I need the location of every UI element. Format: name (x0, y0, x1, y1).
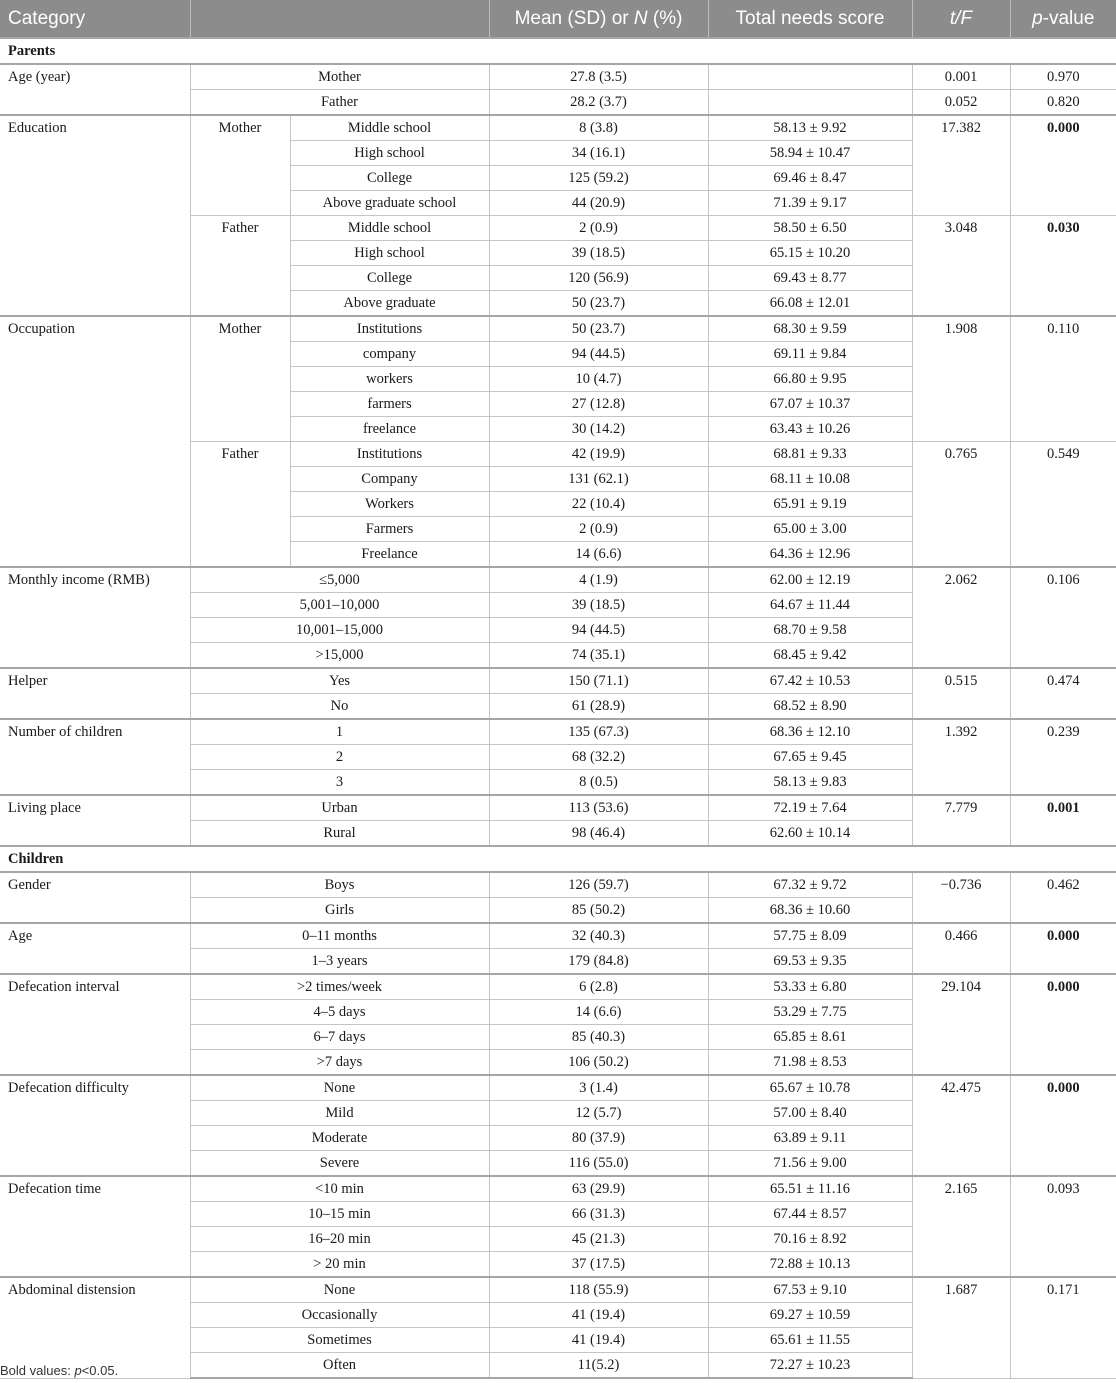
table-row (0, 719, 1116, 745)
p-value-cell: 0.000 (1010, 1075, 1116, 1176)
mean-cell: 41 (19.4) (489, 1303, 708, 1328)
row-label: Girls (190, 898, 489, 924)
subgroup-cell: Mother (190, 316, 290, 442)
category-cell: Education (0, 115, 190, 316)
mean-cell: 34 (16.1) (489, 141, 708, 166)
p-value-cell: 0.239 (1010, 719, 1116, 795)
mean-cell: 135 (67.3) (489, 719, 708, 745)
total-score-cell: 71.56 ± 9.00 (708, 1151, 912, 1177)
category-cell: Age (year) (0, 64, 190, 115)
row-label: Mother (190, 64, 489, 90)
row-label: 10,001–15,000 (190, 618, 489, 643)
total-score-cell: 68.36 ± 12.10 (708, 719, 912, 745)
table-row (0, 923, 1116, 949)
row-label: Yes (190, 668, 489, 694)
category-cell: Defecation time (0, 1176, 190, 1277)
total-score-cell: 63.89 ± 9.11 (708, 1126, 912, 1151)
mean-cell: 85 (40.3) (489, 1025, 708, 1050)
row-label: 16–20 min (190, 1227, 489, 1252)
p-value-cell: 0.462 (1010, 872, 1116, 923)
header-mean: Mean (SD) or N (%) (489, 0, 708, 38)
total-score-cell: 68.11 ± 10.08 (708, 467, 912, 492)
table-row (0, 1176, 1116, 1202)
row-label: Company (290, 467, 489, 492)
tf-cell: 0.765 (912, 442, 1010, 568)
mean-cell: 63 (29.9) (489, 1176, 708, 1202)
total-score-cell: 57.00 ± 8.40 (708, 1101, 912, 1126)
row-label: Freelance (290, 542, 489, 568)
total-score-cell: 69.27 ± 10.59 (708, 1303, 912, 1328)
total-score-cell: 64.36 ± 12.96 (708, 542, 912, 568)
total-score-cell: 71.39 ± 9.17 (708, 191, 912, 216)
tf-cell: 2.165 (912, 1176, 1010, 1277)
row-label: Sometimes (190, 1328, 489, 1353)
total-score-cell: 69.11 ± 9.84 (708, 342, 912, 367)
total-score-cell: 58.13 ± 9.92 (708, 115, 912, 141)
p-value-cell: 0.171 (1010, 1277, 1116, 1378)
mean-cell: 42 (19.9) (489, 442, 708, 467)
total-score-cell: 66.80 ± 9.95 (708, 367, 912, 392)
total-score-cell: 58.94 ± 10.47 (708, 141, 912, 166)
total-score-cell: 53.29 ± 7.75 (708, 1000, 912, 1025)
footnote: Bold values: p<0.05. (0, 1363, 119, 1378)
total-score-cell: 72.19 ± 7.64 (708, 795, 912, 821)
mean-cell: 125 (59.2) (489, 166, 708, 191)
total-score-cell (708, 90, 912, 116)
total-score-cell: 62.60 ± 10.14 (708, 821, 912, 847)
section-row (0, 38, 1116, 64)
row-label: 1 (190, 719, 489, 745)
section-title: Children (0, 846, 1116, 872)
total-score-cell: 65.61 ± 11.55 (708, 1328, 912, 1353)
mean-cell: 61 (28.9) (489, 694, 708, 720)
category-cell: Occupation (0, 316, 190, 567)
row-label: Rural (190, 821, 489, 847)
tf-cell: 42.475 (912, 1075, 1010, 1176)
tf-cell: 7.779 (912, 795, 1010, 846)
mean-cell: 12 (5.7) (489, 1101, 708, 1126)
tf-cell: 3.048 (912, 216, 1010, 317)
total-score-cell: 67.65 ± 9.45 (708, 745, 912, 770)
total-score-cell: 65.00 ± 3.00 (708, 517, 912, 542)
subgroup-cell: Mother (190, 115, 290, 216)
row-label: > 20 min (190, 1252, 489, 1278)
total-score-cell: 53.33 ± 6.80 (708, 974, 912, 1000)
row-label: Farmers (290, 517, 489, 542)
row-label: 5,001–10,000 (190, 593, 489, 618)
mean-cell: 39 (18.5) (489, 593, 708, 618)
row-label: ≤5,000 (190, 567, 489, 593)
mean-cell: 118 (55.9) (489, 1277, 708, 1303)
table-row (0, 64, 1116, 90)
mean-cell: 74 (35.1) (489, 643, 708, 669)
row-label: Often (190, 1353, 489, 1379)
row-label: 10–15 min (190, 1202, 489, 1227)
row-label: Father (190, 90, 489, 116)
total-score-cell: 68.70 ± 9.58 (708, 618, 912, 643)
total-score-cell: 65.85 ± 8.61 (708, 1025, 912, 1050)
p-value-cell: 0.474 (1010, 668, 1116, 719)
mean-cell: 14 (6.6) (489, 1000, 708, 1025)
tf-cell: 0.001 (912, 64, 1010, 90)
mean-cell: 150 (71.1) (489, 668, 708, 694)
tf-cell: 1.392 (912, 719, 1010, 795)
mean-cell: 179 (84.8) (489, 949, 708, 975)
mean-cell: 27 (12.8) (489, 392, 708, 417)
table-row (0, 668, 1116, 694)
total-score-cell: 70.16 ± 8.92 (708, 1227, 912, 1252)
total-score-cell: 67.42 ± 10.53 (708, 668, 912, 694)
mean-cell: 120 (56.9) (489, 266, 708, 291)
table-row (0, 974, 1116, 1000)
total-score-cell: 67.44 ± 8.57 (708, 1202, 912, 1227)
row-label: No (190, 694, 489, 720)
row-label: College (290, 166, 489, 191)
mean-cell: 41 (19.4) (489, 1328, 708, 1353)
category-cell: Abdominal distension (0, 1277, 190, 1378)
row-label: College (290, 266, 489, 291)
category-cell: Defecation difficulty (0, 1075, 190, 1176)
table-row (0, 872, 1116, 898)
total-score-cell: 67.07 ± 10.37 (708, 392, 912, 417)
p-value-cell: 0.549 (1010, 442, 1116, 568)
category-cell: Living place (0, 795, 190, 846)
total-score-cell: 71.98 ± 8.53 (708, 1050, 912, 1076)
row-label: freelance (290, 417, 489, 442)
mean-cell: 68 (32.2) (489, 745, 708, 770)
p-value-cell: 0.001 (1010, 795, 1116, 846)
row-label: company (290, 342, 489, 367)
row-label: High school (290, 141, 489, 166)
row-label: farmers (290, 392, 489, 417)
mean-cell: 8 (0.5) (489, 770, 708, 796)
row-label: 4–5 days (190, 1000, 489, 1025)
mean-cell: 8 (3.8) (489, 115, 708, 141)
mean-cell: 27.8 (3.5) (489, 64, 708, 90)
mean-cell: 30 (14.2) (489, 417, 708, 442)
header-t-f: t/F (912, 0, 1010, 38)
tf-cell: 17.382 (912, 115, 1010, 216)
tf-cell: 0.515 (912, 668, 1010, 719)
mean-cell: 94 (44.5) (489, 618, 708, 643)
total-score-cell: 68.36 ± 10.60 (708, 898, 912, 924)
header-subgroup-spacer (190, 0, 489, 38)
row-label: None (190, 1277, 489, 1303)
table-body (0, 38, 1116, 1378)
category-cell: Number of children (0, 719, 190, 795)
total-score-cell: 62.00 ± 12.19 (708, 567, 912, 593)
row-label: 6–7 days (190, 1025, 489, 1050)
tf-cell: 0.052 (912, 90, 1010, 116)
row-label: >2 times/week (190, 974, 489, 1000)
section-title: Parents (0, 38, 1116, 64)
row-label: Occasionally (190, 1303, 489, 1328)
header-p-value: p-value (1010, 0, 1116, 38)
mean-cell: 131 (62.1) (489, 467, 708, 492)
category-cell: Age (0, 923, 190, 974)
mean-cell: 80 (37.9) (489, 1126, 708, 1151)
row-label: Moderate (190, 1126, 489, 1151)
p-value-cell: 0.820 (1010, 90, 1116, 116)
total-score-cell: 69.53 ± 9.35 (708, 949, 912, 975)
row-label: Urban (190, 795, 489, 821)
total-score-cell: 68.52 ± 8.90 (708, 694, 912, 720)
p-value-cell: 0.970 (1010, 64, 1116, 90)
row-label: 2 (190, 745, 489, 770)
category-cell: Monthly income (RMB) (0, 567, 190, 668)
row-label: Severe (190, 1151, 489, 1177)
mean-cell: 50 (23.7) (489, 291, 708, 317)
mean-cell: 2 (0.9) (489, 517, 708, 542)
mean-cell: 4 (1.9) (489, 567, 708, 593)
total-score-cell: 58.13 ± 9.83 (708, 770, 912, 796)
row-label: Workers (290, 492, 489, 517)
total-score-cell: 65.51 ± 11.16 (708, 1176, 912, 1202)
mean-cell: 14 (6.6) (489, 542, 708, 568)
row-label: >15,000 (190, 643, 489, 669)
category-cell: Defecation interval (0, 974, 190, 1075)
mean-cell: 98 (46.4) (489, 821, 708, 847)
mean-cell: 116 (55.0) (489, 1151, 708, 1177)
mean-cell: 39 (18.5) (489, 241, 708, 266)
mean-cell: 2 (0.9) (489, 216, 708, 241)
p-value-cell: 0.000 (1010, 115, 1116, 216)
row-label: 1–3 years (190, 949, 489, 975)
table-row (0, 1075, 1116, 1101)
row-label: Middle school (290, 216, 489, 241)
section-row (0, 846, 1116, 872)
mean-cell: 6 (2.8) (489, 974, 708, 1000)
total-score-cell: 67.32 ± 9.72 (708, 872, 912, 898)
mean-cell: 44 (20.9) (489, 191, 708, 216)
p-value-cell: 0.093 (1010, 1176, 1116, 1277)
subgroup-cell: Father (190, 216, 290, 317)
mean-cell: 10 (4.7) (489, 367, 708, 392)
row-label: None (190, 1075, 489, 1101)
p-value-cell: 0.030 (1010, 216, 1116, 317)
mean-cell: 94 (44.5) (489, 342, 708, 367)
category-cell: Helper (0, 668, 190, 719)
tf-cell: −0.736 (912, 872, 1010, 923)
p-value-cell: 0.000 (1010, 974, 1116, 1075)
tf-cell: 1.687 (912, 1277, 1010, 1378)
p-value-cell: 0.110 (1010, 316, 1116, 442)
table-row (0, 795, 1116, 821)
mean-cell: 37 (17.5) (489, 1252, 708, 1278)
mean-cell: 126 (59.7) (489, 872, 708, 898)
row-label: >7 days (190, 1050, 489, 1076)
total-score-cell: 72.27 ± 10.23 (708, 1353, 912, 1379)
table-header (0, 0, 1116, 38)
mean-cell: 22 (10.4) (489, 492, 708, 517)
row-label: Institutions (290, 442, 489, 467)
row-label: High school (290, 241, 489, 266)
total-score-cell: 67.53 ± 9.10 (708, 1277, 912, 1303)
total-score-cell: 68.45 ± 9.42 (708, 643, 912, 669)
total-score-cell: 65.67 ± 10.78 (708, 1075, 912, 1101)
mean-cell: 85 (50.2) (489, 898, 708, 924)
total-score-cell: 68.30 ± 9.59 (708, 316, 912, 342)
row-label: <10 min (190, 1176, 489, 1202)
total-score-cell: 65.91 ± 9.19 (708, 492, 912, 517)
mean-cell: 113 (53.6) (489, 795, 708, 821)
mean-cell: 66 (31.3) (489, 1202, 708, 1227)
mean-cell: 106 (50.2) (489, 1050, 708, 1076)
mean-cell: 28.2 (3.7) (489, 90, 708, 116)
p-value-cell: 0.000 (1010, 923, 1116, 974)
total-score-cell: 66.08 ± 12.01 (708, 291, 912, 317)
total-score-cell (708, 64, 912, 90)
row-label: Institutions (290, 316, 489, 342)
row-label: Above graduate school (290, 191, 489, 216)
tf-cell: 1.908 (912, 316, 1010, 442)
total-score-cell: 69.43 ± 8.77 (708, 266, 912, 291)
mean-cell: 45 (21.3) (489, 1227, 708, 1252)
total-score-cell: 57.75 ± 8.09 (708, 923, 912, 949)
row-label: 0–11 months (190, 923, 489, 949)
mean-cell: 3 (1.4) (489, 1075, 708, 1101)
row-label: workers (290, 367, 489, 392)
total-score-cell: 68.81 ± 9.33 (708, 442, 912, 467)
tf-cell: 29.104 (912, 974, 1010, 1075)
p-value-cell: 0.106 (1010, 567, 1116, 668)
total-score-cell: 63.43 ± 10.26 (708, 417, 912, 442)
row-label: 3 (190, 770, 489, 796)
table-row (0, 115, 1116, 141)
row-label: Mild (190, 1101, 489, 1126)
total-score-cell: 69.46 ± 8.47 (708, 166, 912, 191)
total-score-cell: 64.67 ± 11.44 (708, 593, 912, 618)
total-score-cell: 72.88 ± 10.13 (708, 1252, 912, 1278)
table-row (0, 316, 1116, 342)
tf-cell: 2.062 (912, 567, 1010, 668)
table-row (0, 1277, 1116, 1303)
total-score-cell: 65.15 ± 10.20 (708, 241, 912, 266)
mean-cell: 11(5.2) (489, 1353, 708, 1379)
subgroup-cell: Father (190, 442, 290, 568)
row-label: Boys (190, 872, 489, 898)
category-cell: Gender (0, 872, 190, 923)
row-label: Middle school (290, 115, 489, 141)
mean-cell: 50 (23.7) (489, 316, 708, 342)
header-category: Category (0, 0, 190, 38)
header-total-needs-score: Total needs score (708, 0, 912, 38)
tf-cell: 0.466 (912, 923, 1010, 974)
mean-cell: 32 (40.3) (489, 923, 708, 949)
total-score-cell: 58.50 ± 6.50 (708, 216, 912, 241)
table-row (0, 567, 1116, 593)
row-label: Above graduate (290, 291, 489, 317)
